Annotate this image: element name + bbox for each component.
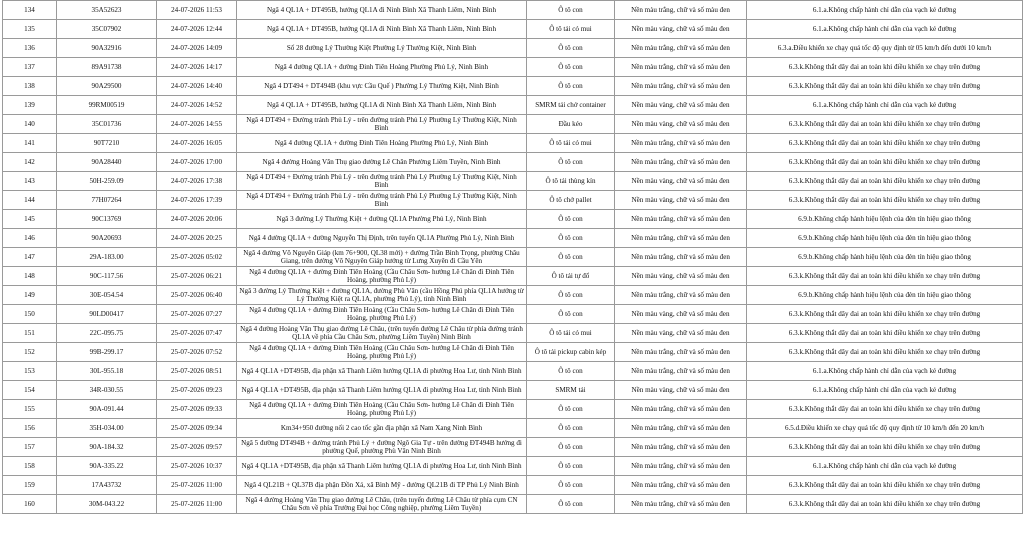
table-row	[3, 115, 1023, 134]
row-number-cell: 155	[3, 400, 57, 419]
violation-description-cell: 6.3.k.Không thắt dây đai an toàn khi điều khiển xe chạy trên đường	[747, 438, 1023, 457]
table-row	[3, 77, 1023, 96]
violation-time-cell: 25-07-2026 06:21	[157, 267, 237, 286]
violation-description-cell: 6.3.k.Không thắt dây đai an toàn khi điều khiển xe chạy trên đường	[747, 324, 1023, 343]
violation-description-cell: 6.3.k.Không thắt dây đai an toàn khi điều khiển xe chạy trên đường	[747, 134, 1023, 153]
license-plate-cell: 90A32916	[57, 39, 157, 58]
violation-description-cell: 6.9.b.Không chấp hành hiệu lệnh của đèn tín hiệu giao thông	[747, 248, 1023, 267]
violation-time-cell: 24-07-2026 16:05	[157, 134, 237, 153]
table-row	[3, 58, 1023, 77]
row-number-cell: 137	[3, 58, 57, 77]
license-plate-cell: 35H-034.00	[57, 419, 157, 438]
table-row	[3, 324, 1023, 343]
plate-color-cell: Nền màu trắng, chữ và số màu đen	[615, 457, 747, 476]
table-row	[3, 20, 1023, 39]
row-number-cell: 153	[3, 362, 57, 381]
violation-time-cell: 25-07-2026 07:27	[157, 305, 237, 324]
violation-description-cell: 6.9.b.Không chấp hành hiệu lệnh của đèn tín hiệu giao thông	[747, 210, 1023, 229]
table-row	[3, 457, 1023, 476]
violation-location-cell: Ngã 4 QL21B + QL37B địa phận Đồn Xá, xã Bình Mỹ - đường QL21B đi TP Phủ Lý Ninh Bình	[237, 476, 527, 495]
violation-time-cell: 25-07-2026 09:23	[157, 381, 237, 400]
violation-description-cell: 6.1.a.Không chấp hành chỉ dẫn của vạch kẻ đường	[747, 20, 1023, 39]
violation-time-cell: 24-07-2026 17:39	[157, 191, 237, 210]
license-plate-cell: 90T7210	[57, 134, 157, 153]
plate-color-cell: Nền màu trắng, chữ và số màu đen	[615, 153, 747, 172]
table-row	[3, 96, 1023, 115]
license-plate-cell: 90A-335.22	[57, 457, 157, 476]
violation-location-cell: Km34+950 đường nối 2 cao tốc gần địa phận xã Nam Xang Ninh Bình	[237, 419, 527, 438]
violation-location-cell: Số 28 đường Lý Thường Kiệt Phường Lý Thường Kiệt, Ninh Bình	[237, 39, 527, 58]
plate-color-cell: Nền màu vàng, chữ và số màu đen	[615, 172, 747, 191]
vehicle-type-cell: Ô tô con	[527, 248, 615, 267]
vehicle-type-cell: Ô tô chở pallet	[527, 191, 615, 210]
violation-location-cell: Ngã 4 DT494 + Đường tránh Phủ Lý - trên đường tránh Phủ Lý Phường Lý Thường Kiệt, Ninh Bình	[237, 191, 527, 210]
row-number-cell: 146	[3, 229, 57, 248]
vehicle-type-cell: Ô tô con	[527, 77, 615, 96]
table-row	[3, 286, 1023, 305]
table-row	[3, 476, 1023, 495]
violation-location-cell: Ngã 3 đường Lý Thường Kiệt + đường QL1A Phường Phủ Lý, Ninh Bình	[237, 210, 527, 229]
row-number-cell: 136	[3, 39, 57, 58]
violation-description-cell: 6.5.d.Điều khiển xe chạy quá tốc độ quy định từ 10 km/h đến 20 km/h	[747, 419, 1023, 438]
plate-color-cell: Nền màu vàng, chữ và số màu đen	[615, 324, 747, 343]
plate-color-cell: Nền màu trắng, chữ và số màu đen	[615, 210, 747, 229]
license-plate-cell: 30M-043.22	[57, 495, 157, 514]
violation-location-cell: Ngã 4 đường Hoàng Văn Thụ giao đường Lê Châu, (trên tuyến đường Lê Châu từ phía cụm CN Châu Sơn về phía Trường Đại học Công nghiệp, phường Liêm Tuyền)	[237, 495, 527, 514]
violation-description-cell: 6.3.a.Điều khiển xe chạy quá tốc độ quy định từ 05 km/h đến dưới 10 km/h	[747, 39, 1023, 58]
plate-color-cell: Nền màu trắng, chữ và số màu đen	[615, 229, 747, 248]
violation-time-cell: 24-07-2026 12:44	[157, 20, 237, 39]
row-number-cell: 150	[3, 305, 57, 324]
row-number-cell: 135	[3, 20, 57, 39]
vehicle-type-cell: Ô tô con	[527, 286, 615, 305]
violation-description-cell: 6.3.k.Không thắt dây đai an toàn khi điều khiển xe chạy trên đường	[747, 400, 1023, 419]
license-plate-cell: 29A-183.00	[57, 248, 157, 267]
license-plate-cell: 17A43732	[57, 476, 157, 495]
violation-location-cell: Ngã 4 đường QL1A + đường Đinh Tiên Hoàng Phường Phủ Lý, Ninh Bình	[237, 58, 527, 77]
row-number-cell: 145	[3, 210, 57, 229]
plate-color-cell: Nền màu trắng, chữ và số màu đen	[615, 476, 747, 495]
vehicle-type-cell: Ô tô con	[527, 210, 615, 229]
violation-description-cell: 6.3.k.Không thắt dây đai an toàn khi điều khiển xe chạy trên đường	[747, 267, 1023, 286]
plate-color-cell: Nền màu trắng, chữ và số màu đen	[615, 495, 747, 514]
violation-description-cell: 6.3.k.Không thắt dây đai an toàn khi điều khiển xe chạy trên đường	[747, 191, 1023, 210]
violation-description-cell: 6.3.k.Không thắt dây đai an toàn khi điều khiển xe chạy trên đường	[747, 153, 1023, 172]
violation-description-cell: 6.3.k.Không thắt dây đai an toàn khi điều khiển xe chạy trên đường	[747, 115, 1023, 134]
license-plate-cell: 89A91738	[57, 58, 157, 77]
violation-location-cell: Ngã 4 DT494 + Đường tránh Phủ Lý - trên đường tránh Phủ Lý Phường Lý Thường Kiệt, Ninh Bình	[237, 172, 527, 191]
violation-description-cell: 6.3.k.Không thắt dây đai an toàn khi điều khiển xe chạy trên đường	[747, 58, 1023, 77]
violation-time-cell: 24-07-2026 17:38	[157, 172, 237, 191]
row-number-cell: 141	[3, 134, 57, 153]
violation-location-cell: Ngã 3 đường Lý Thường Kiệt + đường QL1A, đường Phù Vân (cầu Hồng Phú phía QL1A hướng từ Lý Thường Kiệt ra QL1A, phường Phủ Lý), tỉnh Ninh Bình	[237, 286, 527, 305]
violation-time-cell: 24-07-2026 11:53	[157, 1, 237, 20]
violation-location-cell: Ngã 4 QL1A + DT495B, hướng QL1A đi Ninh Bình Xã Thanh Liêm, Ninh Bình	[237, 20, 527, 39]
license-plate-cell: 99RM00519	[57, 96, 157, 115]
plate-color-cell: Nền màu trắng, chữ và số màu đen	[615, 39, 747, 58]
table-row	[3, 229, 1023, 248]
plate-color-cell: Nền màu trắng, chữ và số màu đen	[615, 400, 747, 419]
row-number-cell: 157	[3, 438, 57, 457]
table-row	[3, 153, 1023, 172]
violation-time-cell: 24-07-2026 17:00	[157, 153, 237, 172]
row-number-cell: 140	[3, 115, 57, 134]
vehicle-type-cell: SMRM tải	[527, 381, 615, 400]
row-number-cell: 149	[3, 286, 57, 305]
vehicle-type-cell: Ô tô tải có mui	[527, 324, 615, 343]
vehicle-type-cell: Ô tô con	[527, 153, 615, 172]
violation-location-cell: Ngã 4 QL1A + DT495B, hướng QL1A đi Ninh Bình Xã Thanh Liêm, Ninh Bình	[237, 1, 527, 20]
violation-description-cell: 6.1.a.Không chấp hành chỉ dẫn của vạch kẻ đường	[747, 381, 1023, 400]
table-row	[3, 172, 1023, 191]
violation-description-cell: 6.3.k.Không thắt dây đai an toàn khi điều khiển xe chạy trên đường	[747, 77, 1023, 96]
plate-color-cell: Nền màu trắng, chữ và số màu đen	[615, 419, 747, 438]
violation-time-cell: 25-07-2026 07:47	[157, 324, 237, 343]
violation-time-cell: 24-07-2026 14:09	[157, 39, 237, 58]
license-plate-cell: 90A20693	[57, 229, 157, 248]
violation-description-cell: 6.9.b.Không chấp hành hiệu lệnh của đèn tín hiệu giao thông	[747, 229, 1023, 248]
violation-time-cell: 24-07-2026 14:17	[157, 58, 237, 77]
violation-time-cell: 24-07-2026 14:40	[157, 77, 237, 96]
violation-description-cell: 6.9.b.Không chấp hành hiệu lệnh của đèn tín hiệu giao thông	[747, 286, 1023, 305]
row-number-cell: 144	[3, 191, 57, 210]
row-number-cell: 154	[3, 381, 57, 400]
row-number-cell: 160	[3, 495, 57, 514]
plate-color-cell: Nền màu trắng, chữ và số màu đen	[615, 1, 747, 20]
violation-location-cell: Ngã 4 QL1A +DT495B, địa phận xã Thanh Liêm hướng QL1A đi phường Hoa Lư, tỉnh Ninh Bình	[237, 362, 527, 381]
violation-time-cell: 25-07-2026 11:00	[157, 476, 237, 495]
table-row	[3, 305, 1023, 324]
violation-location-cell: Ngã 4 đường Hoàng Văn Thụ giao đường Lê Châu, (trên tuyến đường Lê Châu từ phía đường tránh QL1A về phía Cầu Châu Sơn, phường Liêm Tuyền) Ninh Bình	[237, 324, 527, 343]
violation-location-cell: Ngã 4 đường QL1A + đường Đinh Tiên Hoàng (Cầu Châu Sơn- hướng Lê Chân đi Đinh Tiên Hoàng, phường Phủ Lý)	[237, 400, 527, 419]
violation-description-cell: 6.1.a.Không chấp hành chỉ dẫn của vạch kẻ đường	[747, 1, 1023, 20]
vehicle-type-cell: Ô tô con	[527, 58, 615, 77]
vehicle-type-cell: Ô tô tải có mui	[527, 20, 615, 39]
violation-time-cell: 24-07-2026 14:52	[157, 96, 237, 115]
plate-color-cell: Nền màu trắng, chữ và số màu đen	[615, 248, 747, 267]
violation-location-cell: Ngã 4 QL1A +DT495B, địa phận xã Thanh Liêm hướng QL1A đi phường Hoa Lư, tỉnh Ninh Bình	[237, 381, 527, 400]
violation-location-cell: Ngã 4 DT494 + DT494B (khu vực Cầu Quế ) Phường Lý Thường Kiệt, Ninh Bình	[237, 77, 527, 96]
vehicle-type-cell: Ô tô con	[527, 419, 615, 438]
violation-location-cell: Ngã 4 DT494 + Đường tránh Phủ Lý - trên đường tránh Phủ Lý Phường Lý Thường Kiệt, Ninh Bình	[237, 115, 527, 134]
vehicle-type-cell: Ô tô con	[527, 457, 615, 476]
vehicle-type-cell: Ô tô con	[527, 39, 615, 58]
violation-time-cell: 25-07-2026 09:34	[157, 419, 237, 438]
license-plate-cell: 35C07902	[57, 20, 157, 39]
plate-color-cell: Nền màu trắng, chữ và số màu đen	[615, 134, 747, 153]
license-plate-cell: 90A28440	[57, 153, 157, 172]
violation-description-cell: 6.3.k.Không thắt dây đai an toàn khi điều khiển xe chạy trên đường	[747, 305, 1023, 324]
license-plate-cell: 30L-955.18	[57, 362, 157, 381]
table-row	[3, 419, 1023, 438]
plate-color-cell: Nền màu vàng, chữ và số màu đen	[615, 267, 747, 286]
vehicle-type-cell: Ô tô tải thùng kín	[527, 172, 615, 191]
violation-time-cell: 25-07-2026 08:51	[157, 362, 237, 381]
license-plate-cell: 35A52623	[57, 1, 157, 20]
license-plate-cell: 30E-054.54	[57, 286, 157, 305]
violation-location-cell: Ngã 4 đường QL1A + đường Đinh Tiên Hoàng Phường Phủ Lý, Ninh Bình	[237, 134, 527, 153]
row-number-cell: 159	[3, 476, 57, 495]
vehicle-type-cell: Ô tô con	[527, 438, 615, 457]
violation-location-cell: Ngã 5 đường DT494B + đường tránh Phủ Lý + đường Ngô Gia Tự - trên đường ĐT494B hướng đi phường Quế, phường Phù Vân Ninh Bình	[237, 438, 527, 457]
table-row	[3, 438, 1023, 457]
violation-time-cell: 24-07-2026 20:06	[157, 210, 237, 229]
vehicle-type-cell: Ô tô con	[527, 495, 615, 514]
license-plate-cell: 90A-091.44	[57, 400, 157, 419]
vehicle-type-cell: Ô tô tải pickup cabin kép	[527, 343, 615, 362]
row-number-cell: 158	[3, 457, 57, 476]
license-plate-cell: 34R-030.55	[57, 381, 157, 400]
row-number-cell: 151	[3, 324, 57, 343]
table-row	[3, 1, 1023, 20]
table-row	[3, 191, 1023, 210]
vehicle-type-cell: Đầu kéo	[527, 115, 615, 134]
violation-description-cell: 6.3.k.Không thắt dây đai an toàn khi điều khiển xe chạy trên đường	[747, 343, 1023, 362]
plate-color-cell: Nền màu trắng, chữ và số màu đen	[615, 286, 747, 305]
license-plate-cell: 90C-117.56	[57, 267, 157, 286]
table-row	[3, 39, 1023, 58]
license-plate-cell: 22C-095.75	[57, 324, 157, 343]
row-number-cell: 156	[3, 419, 57, 438]
violation-location-cell: Ngã 4 đường QL1A + đường Đinh Tiên Hoàng (Cầu Châu Sơn- hướng Lê Chân đi Đinh Tiên Hoàng, phường Phủ Lý)	[237, 267, 527, 286]
table-row	[3, 495, 1023, 514]
violation-time-cell: 25-07-2026 09:33	[157, 400, 237, 419]
violation-description-cell: 6.3.k.Không thắt dây đai an toàn khi điều khiển xe chạy trên đường	[747, 172, 1023, 191]
plate-color-cell: Nền màu trắng, chữ và số màu đen	[615, 362, 747, 381]
plate-color-cell: Nền màu trắng, chữ và số màu đen	[615, 343, 747, 362]
vehicle-type-cell: Ô tô tải có mui	[527, 134, 615, 153]
violation-time-cell: 25-07-2026 06:40	[157, 286, 237, 305]
row-number-cell: 138	[3, 77, 57, 96]
violation-description-cell: 6.3.k.Không thắt dây đai an toàn khi điều khiển xe chạy trên đường	[747, 495, 1023, 514]
license-plate-cell: 77H07264	[57, 191, 157, 210]
vehicle-type-cell: Ô tô con	[527, 1, 615, 20]
row-number-cell: 147	[3, 248, 57, 267]
table-row	[3, 267, 1023, 286]
plate-color-cell: Nền màu vàng, chữ và số màu đen	[615, 305, 747, 324]
table-row	[3, 248, 1023, 267]
violation-time-cell: 25-07-2026 10:37	[157, 457, 237, 476]
row-number-cell: 139	[3, 96, 57, 115]
table-body	[3, 1, 1023, 514]
table-row	[3, 362, 1023, 381]
violation-time-cell: 25-07-2026 05:02	[157, 248, 237, 267]
violation-time-cell: 24-07-2026 20:25	[157, 229, 237, 248]
vehicle-type-cell: Ô tô tải tự đổ	[527, 267, 615, 286]
violation-location-cell: Ngã 4 đường QL1A + đường Nguyễn Thị Định, trên tuyến QL1A Phường Phủ Lý, Ninh Bình	[237, 229, 527, 248]
table-row	[3, 343, 1023, 362]
row-number-cell: 148	[3, 267, 57, 286]
row-number-cell: 152	[3, 343, 57, 362]
row-number-cell: 142	[3, 153, 57, 172]
plate-color-cell: Nền màu trắng, chữ và số màu đen	[615, 58, 747, 77]
plate-color-cell: Nền màu trắng, chữ và số màu đen	[615, 77, 747, 96]
row-number-cell: 143	[3, 172, 57, 191]
license-plate-cell: 90C13769	[57, 210, 157, 229]
violation-time-cell: 25-07-2026 11:00	[157, 495, 237, 514]
license-plate-cell: 90A29500	[57, 77, 157, 96]
table-row	[3, 381, 1023, 400]
violation-time-cell: 24-07-2026 14:55	[157, 115, 237, 134]
license-plate-cell: 90A-184.32	[57, 438, 157, 457]
plate-color-cell: Nền màu vàng, chữ và số màu đen	[615, 191, 747, 210]
vehicle-type-cell: SMRM tải chở container	[527, 96, 615, 115]
license-plate-cell: 35C01736	[57, 115, 157, 134]
violation-location-cell: Ngã 4 đường QL1A + đường Đinh Tiên Hoàng (Cầu Châu Sơn- hướng Lê Chân đi Đinh Tiên Hoàng, phường Phủ Lý)	[237, 343, 527, 362]
plate-color-cell: Nền màu vàng, chữ và số màu đen	[615, 115, 747, 134]
violation-location-cell: Ngã 4 QL1A +DT495B, địa phận xã Thanh Liêm hướng QL1A đi phường Hoa Lư, tỉnh Ninh Bình	[237, 457, 527, 476]
violation-time-cell: 25-07-2026 07:52	[157, 343, 237, 362]
violations-table	[2, 0, 1023, 514]
plate-color-cell: Nền màu trắng, chữ và số màu đen	[615, 438, 747, 457]
vehicle-type-cell: Ô tô con	[527, 476, 615, 495]
vehicle-type-cell: Ô tô con	[527, 229, 615, 248]
license-plate-cell: 90LD00417	[57, 305, 157, 324]
violation-description-cell: 6.1.a.Không chấp hành chỉ dẫn của vạch kẻ đường	[747, 362, 1023, 381]
violation-description-cell: 6.1.a.Không chấp hành chỉ dẫn của vạch kẻ đường	[747, 457, 1023, 476]
violation-time-cell: 25-07-2026 09:57	[157, 438, 237, 457]
row-number-cell: 134	[3, 1, 57, 20]
plate-color-cell: Nền màu vàng, chữ và số màu đen	[615, 96, 747, 115]
license-plate-cell: 50H-259.09	[57, 172, 157, 191]
violation-location-cell: Ngã 4 đường QL1A + đường Đinh Tiên Hoàng (Cầu Châu Sơn- hướng Lê Chân đi Đinh Tiên Hoàng, phường Phủ Lý)	[237, 305, 527, 324]
table-row	[3, 210, 1023, 229]
license-plate-cell: 99B-299.17	[57, 343, 157, 362]
table-row	[3, 134, 1023, 153]
vehicle-type-cell: Ô tô con	[527, 362, 615, 381]
violation-location-cell: Ngã 4 đường Võ Nguyên Giáp (km 76+900, QL38 mới) + đường Trần Bình Trọng, phường Châu Giang, trên đường Võ Nguyên Giáp hướng từ Lưng Xuyên đi Cầu Yên	[237, 248, 527, 267]
violation-description-cell: 6.3.k.Không thắt dây đai an toàn khi điều khiển xe chạy trên đường	[747, 476, 1023, 495]
violation-location-cell: Ngã 4 đường Hoàng Văn Thụ giao đường Lê Chân Phường Liêm Tuyền, Ninh Bình	[237, 153, 527, 172]
vehicle-type-cell: Ô tô con	[527, 400, 615, 419]
plate-color-cell: Nền màu vàng, chữ và số màu đen	[615, 381, 747, 400]
violation-description-cell: 6.1.a.Không chấp hành chỉ dẫn của vạch kẻ đường	[747, 96, 1023, 115]
violation-location-cell: Ngã 4 QL1A + DT495B, hướng QL1A đi Ninh Bình Xã Thanh Liêm, Ninh Bình	[237, 96, 527, 115]
plate-color-cell: Nền màu vàng, chữ và số màu đen	[615, 20, 747, 39]
vehicle-type-cell: Ô tô con	[527, 305, 615, 324]
table-row	[3, 400, 1023, 419]
